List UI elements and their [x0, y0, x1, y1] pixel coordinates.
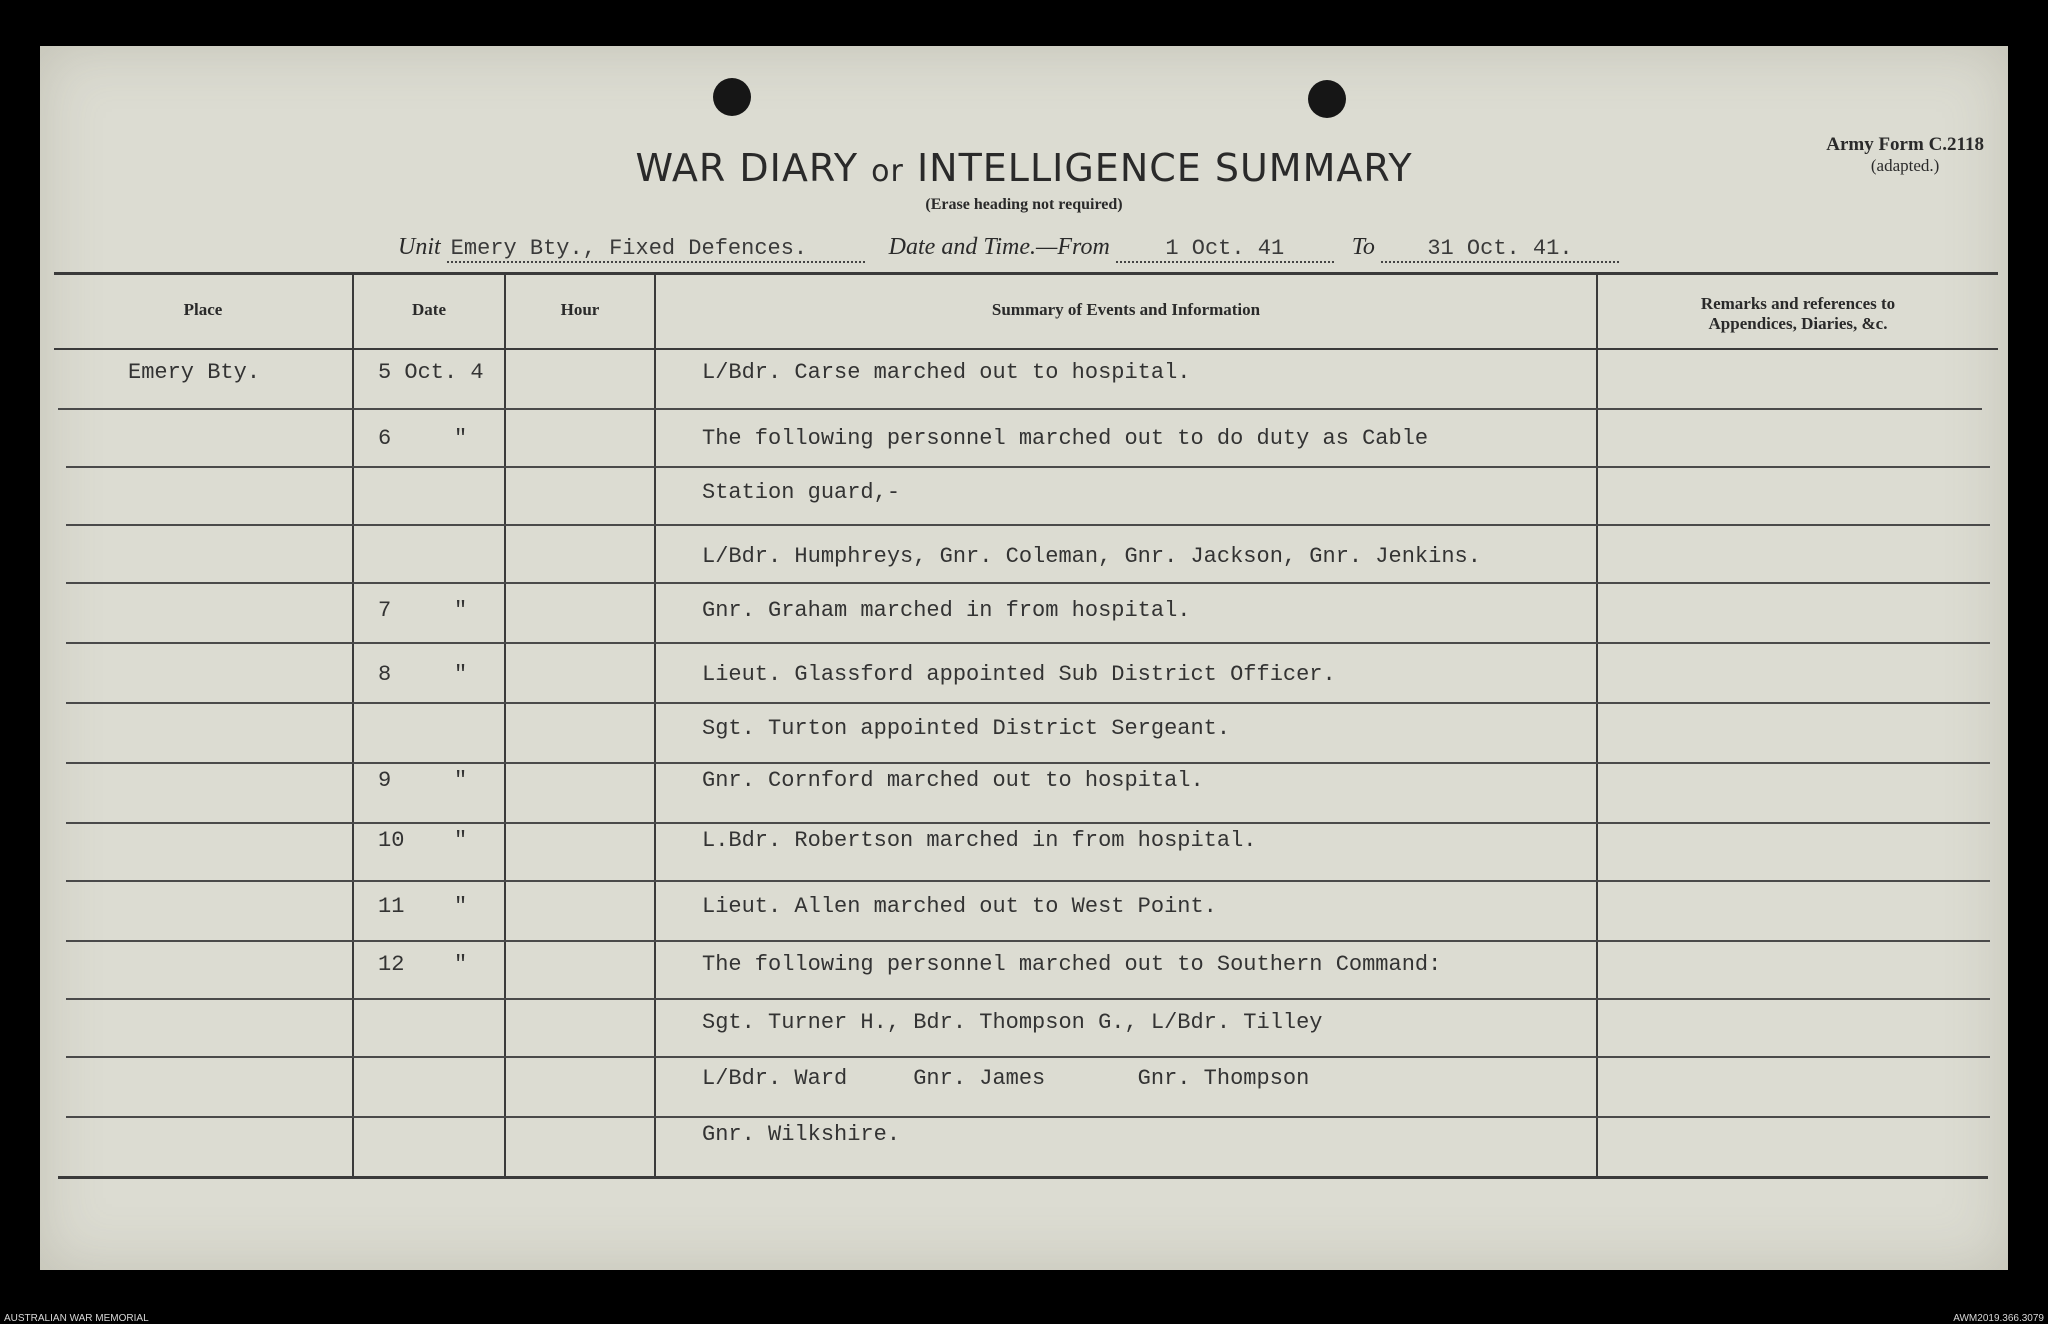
- row-summary: Lieut. Allen marched out to West Point.: [702, 894, 1217, 919]
- row-ditto: ": [454, 662, 468, 687]
- row-rule: [66, 642, 1990, 644]
- row-summary: Station guard,-: [702, 480, 901, 505]
- unit-value: Emery Bty., Fixed Defences.: [447, 236, 865, 263]
- row-rule: [66, 702, 1990, 704]
- form-number-text: Army Form C.2118: [1826, 134, 1984, 155]
- remarks-header-line2: Appendices, Diaries, &c.: [1708, 314, 1888, 333]
- row-rule: [66, 762, 1990, 764]
- row-summary: The following personnel marched out to Southern Command:: [702, 952, 1442, 977]
- column-header-remarks: [1598, 294, 1998, 334]
- row-rule: [66, 940, 1990, 942]
- row-summary: Gnr. Graham marched in from hospital.: [702, 598, 1191, 623]
- row-date: 12: [378, 952, 405, 977]
- row-rule: [66, 822, 1990, 824]
- table-top-border: [54, 272, 1998, 275]
- row-rule: [66, 466, 1990, 468]
- row-date: 10: [378, 828, 405, 853]
- footer-left: AUSTRALIAN WAR MEMORIAL: [4, 1313, 149, 1324]
- row-date: 8: [378, 662, 392, 687]
- remarks-header-line1: Remarks and references to: [1700, 294, 1896, 313]
- row-rule: [66, 582, 1990, 584]
- row-summary: Lieut. Glassford appointed Sub District Officer.: [702, 662, 1336, 687]
- row-ditto: ": [454, 426, 468, 451]
- row-rule: [66, 1116, 1990, 1118]
- row-summary: Sgt. Turner H., Bdr. Thompson G., L/Bdr. Tilley: [702, 1010, 1323, 1035]
- from-value: 1 Oct. 41: [1116, 236, 1334, 263]
- column-header-hour: Hour: [560, 300, 600, 319]
- row-summary: Sgt. Turton appointed District Sergeant.: [702, 716, 1231, 741]
- punch-hole-right: [1308, 80, 1346, 118]
- row-ditto: ": [454, 598, 468, 623]
- unit-line: [398, 234, 1619, 268]
- row-date: 5 Oct. 4: [378, 360, 484, 385]
- row-place: Emery Bty.: [128, 360, 261, 385]
- row-summary: Gnr. Cornford marched out to hospital.: [702, 768, 1204, 793]
- row-summary: Gnr. Wilkshire.: [702, 1122, 901, 1147]
- to-label: To: [1351, 234, 1375, 260]
- to-value: 31 Oct. 41.: [1381, 236, 1619, 263]
- unit-label: Unit: [398, 234, 441, 260]
- title-or: or: [871, 154, 904, 189]
- row-ditto: ": [454, 894, 468, 919]
- row-summary: L.Bdr. Robertson marched in from hospital.: [702, 828, 1257, 853]
- row-date: 6: [378, 426, 392, 451]
- table-bottom-border: [58, 1176, 1988, 1179]
- row-ditto: ": [454, 768, 468, 793]
- row-date: 11: [378, 894, 405, 919]
- column-header-summary: Summary of Events and Information: [991, 300, 1261, 319]
- diary-sheet: [40, 46, 2008, 1270]
- title-main: WAR DIARY: [635, 146, 859, 190]
- row-rule: [66, 1056, 1990, 1058]
- row-rule: [66, 524, 1990, 526]
- date-label: Date and Time.—From: [888, 234, 1110, 260]
- row-ditto: ": [454, 828, 468, 853]
- column-header-place: Place: [183, 300, 223, 319]
- row-summary: The following personnel marched out to do duty as Cable: [702, 426, 1429, 451]
- row-rule: [66, 880, 1990, 882]
- row-summary: L/Bdr. Carse marched out to hospital.: [702, 360, 1191, 385]
- header-bottom-border: [54, 348, 1998, 350]
- punch-hole-left: [713, 78, 751, 116]
- form-note: (adapted.): [1870, 156, 1940, 175]
- row-summary: L/Bdr. Humphreys, Gnr. Coleman, Gnr. Jackson, Gnr. Jenkins.: [702, 544, 1481, 569]
- row-date: 9: [378, 768, 392, 793]
- row-rule: [58, 408, 1982, 410]
- row-ditto: ": [454, 952, 468, 977]
- page-subtitle: (Erase heading not required): [925, 196, 1123, 213]
- row-date: 7: [378, 598, 392, 623]
- page-title: [40, 146, 2008, 190]
- column-header-date: Date: [412, 300, 446, 319]
- title-second: INTELLIGENCE SUMMARY: [916, 146, 1413, 190]
- footer-right: AWM2019.366.3079: [1953, 1313, 2044, 1324]
- row-rule: [66, 998, 1990, 1000]
- form-number: [1826, 134, 1984, 176]
- row-summary: L/Bdr. Ward Gnr. James Gnr. Thompson: [702, 1066, 1310, 1091]
